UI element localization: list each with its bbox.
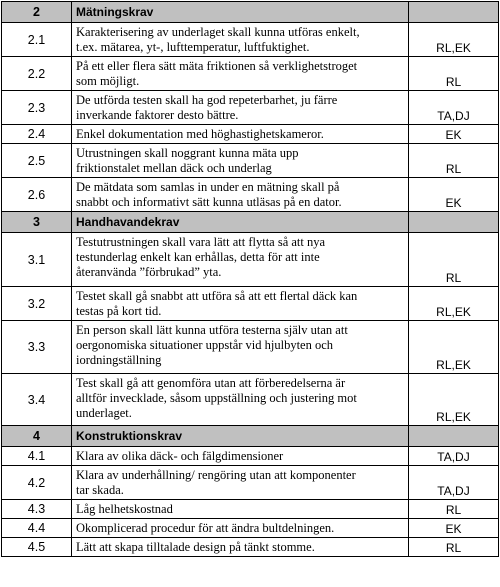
requirement-row <box>2 178 499 212</box>
requirement-text <box>72 23 409 57</box>
requirement-text-line: Klara av underhållning/ rengöring utan att komponenter <box>76 468 356 482</box>
requirement-number: 3.4 <box>2 374 72 426</box>
requirement-text <box>72 57 409 91</box>
requirement-text-line: Enkel dokumentation med höghastighetskameror. <box>76 127 324 141</box>
requirement-source: RL <box>409 144 499 178</box>
requirement-text <box>72 144 409 178</box>
requirement-text-line: testas på kort tid. <box>76 304 162 318</box>
requirement-row <box>2 144 499 178</box>
requirement-source: TA,DJ <box>409 91 499 125</box>
requirement-row <box>2 23 499 57</box>
requirements-document <box>1 1 498 557</box>
section-header-row <box>2 212 499 233</box>
requirements-table-body <box>2 2 499 557</box>
requirement-text-line: Testutrustningen skall vara lätt att flytta så att nya <box>76 235 326 249</box>
requirement-row <box>2 287 499 321</box>
requirement-text-line: Låg helhetskostnad <box>76 502 173 516</box>
requirements-table <box>1 1 499 557</box>
requirement-row <box>2 91 499 125</box>
requirement-number: 2.1 <box>2 23 72 57</box>
requirement-source: RL,EK <box>409 23 499 57</box>
requirement-text-line: Okomplicerad procedur för att ändra bultdelningen. <box>76 521 335 535</box>
requirement-row <box>2 519 499 538</box>
section-number: 2 <box>2 2 72 23</box>
requirement-number: 4.2 <box>2 466 72 500</box>
requirement-number: 4.5 <box>2 538 72 557</box>
requirement-source: RL <box>409 233 499 287</box>
requirement-row <box>2 466 499 500</box>
requirement-row <box>2 125 499 144</box>
requirement-text-line: De utförda testen skall ha god repeterbarhet, ju färre <box>76 93 338 107</box>
section-header-row <box>2 2 499 23</box>
requirement-text <box>72 233 409 287</box>
requirement-source: RL,EK <box>409 287 499 321</box>
requirement-text-line: Testet skall gå snabbt att utföra så att ett flertal däck kan <box>76 289 358 303</box>
requirement-text-line: Lätt att skapa tilltalade design på tänkt stomme. <box>76 540 315 554</box>
requirement-text-line: inverkande faktorer desto bättre. <box>76 108 239 122</box>
requirement-text-line: som möjligt. <box>76 74 140 88</box>
requirement-number: 3.3 <box>2 321 72 374</box>
requirement-text-line: iordningställning <box>76 353 162 367</box>
requirement-text-line: t.ex. mätarea, yt-, lufttemperatur, luftfuktighet. <box>76 40 310 54</box>
requirement-text <box>72 91 409 125</box>
requirement-text-line: Utrustningen skall noggrant kunna mäta upp <box>76 146 299 160</box>
requirement-text <box>72 466 409 500</box>
requirement-row <box>2 538 499 557</box>
requirement-source: RL <box>409 500 499 519</box>
section-number: 3 <box>2 212 72 233</box>
requirement-source: EK <box>409 125 499 144</box>
requirement-text-line: testunderlag enkelt kan erhållas, detta för att inte <box>76 250 320 264</box>
requirement-row <box>2 321 499 374</box>
section-title: Konstruktionskrav <box>72 426 409 447</box>
requirement-number: 2.6 <box>2 178 72 212</box>
requirement-text <box>72 374 409 426</box>
requirement-row <box>2 233 499 287</box>
requirement-source: RL <box>409 57 499 91</box>
requirement-number: 4.3 <box>2 500 72 519</box>
requirement-text-line: alltför invecklade, såsom uppställning och justering mot <box>76 391 357 405</box>
requirement-source: RL,EK <box>409 321 499 374</box>
requirement-number: 3.1 <box>2 233 72 287</box>
requirement-text-line: tar skada. <box>76 483 124 497</box>
requirement-source: EK <box>409 519 499 538</box>
requirement-text-line: En person skall lätt kunna utföra testerna själv utan att <box>76 323 348 337</box>
section-header-row <box>2 426 499 447</box>
requirement-source: RL,EK <box>409 374 499 426</box>
requirement-text-line: oergonomiska situationer uppstår vid hjulbyten och <box>76 338 334 352</box>
section-source-cell <box>409 2 499 23</box>
requirement-text-line: friktionstalet mellan däck och underlag <box>76 161 272 175</box>
requirement-text-line: snabbt och informativt sätt kunna utläsas på en dator. <box>76 195 342 209</box>
requirement-number: 4.1 <box>2 447 72 466</box>
requirement-source: RL <box>409 538 499 557</box>
requirement-row <box>2 57 499 91</box>
requirement-source: EK <box>409 178 499 212</box>
requirement-text-line: På ett eller flera sätt mäta friktionen så verklighetstroget <box>76 59 358 73</box>
section-number: 4 <box>2 426 72 447</box>
requirement-number: 4.4 <box>2 519 72 538</box>
requirement-text-line: Karakterisering av underlaget skall kunna utföras enkelt, <box>76 25 360 39</box>
requirement-number: 2.5 <box>2 144 72 178</box>
requirement-text <box>72 519 409 538</box>
requirement-text <box>72 125 409 144</box>
requirement-text-line: De mätdata som samlas in under en mätning skall på <box>76 180 340 194</box>
requirement-text-line: Klara av olika däck- och fälgdimensioner <box>76 449 284 463</box>
requirement-text <box>72 178 409 212</box>
requirement-number: 2.4 <box>2 125 72 144</box>
requirement-row <box>2 374 499 426</box>
requirement-row <box>2 500 499 519</box>
requirement-text <box>72 538 409 557</box>
requirement-number: 2.3 <box>2 91 72 125</box>
requirement-row <box>2 447 499 466</box>
requirement-text-line: underlaget. <box>76 406 132 420</box>
section-source-cell <box>409 426 499 447</box>
requirement-text-line: återanvända ”förbrukad” yta. <box>76 265 222 279</box>
requirement-text <box>72 500 409 519</box>
section-title: Mätningskrav <box>72 2 409 23</box>
requirement-number: 2.2 <box>2 57 72 91</box>
requirement-source: TA,DJ <box>409 466 499 500</box>
requirement-number: 3.2 <box>2 287 72 321</box>
section-source-cell <box>409 212 499 233</box>
requirement-source: TA,DJ <box>409 447 499 466</box>
requirement-text <box>72 447 409 466</box>
section-title: Handhavandekrav <box>72 212 409 233</box>
requirement-text <box>72 321 409 374</box>
requirement-text-line: Test skall gå att genomföra utan att förberedelserna är <box>76 376 346 390</box>
requirement-text <box>72 287 409 321</box>
